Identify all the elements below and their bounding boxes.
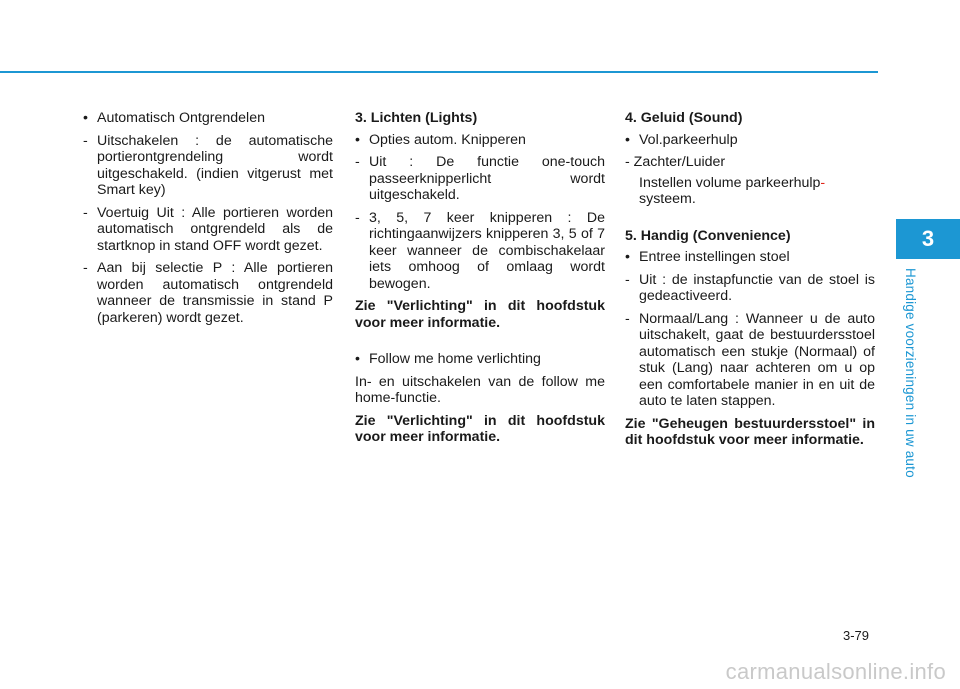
list-item-text: 3, 5, 7 keer knipperen : De richtingaanwijzers knipperen 3, 5 of 7 keer wanneer de combischakelaar iets omhoog of omlaag wordt bewogen.: [369, 209, 605, 292]
section-heading-lights: 3. Lichten (Lights): [355, 110, 478, 126]
column-1: [83, 110, 333, 332]
dash-mark: -: [355, 154, 360, 170]
watermark: carmanualsonline.info: [725, 659, 946, 684]
dash-mark: -: [625, 271, 630, 288]
bullet-automatisch-ontgrendelen: • Automatisch Ontgrendelen: [83, 110, 333, 127]
chapter-tab: 3: [896, 219, 960, 259]
bullet-entree-stoel: • Entree instellingen stoel: [625, 249, 875, 266]
list-item: [625, 311, 875, 410]
list-item-text: Uit : de instapfunctie van de stoel is gedeactiveerd.: [639, 271, 875, 304]
reference-note: Zie "Geheugen bestuurdersstoel" in dit hoofdstuk voor meer informatie.: [625, 415, 875, 448]
indented-text-2: systeem.: [639, 191, 696, 207]
list-item-text: Normaal/Lang : Wanneer u de auto uitschakelt, gaat de bestuurdersstoel automatisch een stukje (Normaal) of stuk (Lang) naar achteren om u op een comfortabele manier in en uit de auto te laten stappen.: [639, 310, 875, 409]
list-item: [625, 272, 875, 305]
list-item: [355, 210, 605, 293]
chapter-side-title: Handige voorzieningen in uw auto: [903, 268, 918, 478]
section-heading-sound: 4. Geluid (Sound): [625, 110, 743, 126]
dash-line: - Zachter/Luider: [625, 154, 726, 170]
list-item-text: Voertuig Uit : Alle portieren worden automatisch ontgrendeld als de startknop in stand OFF wordt gezet.: [97, 204, 333, 254]
page-number: 3-79: [843, 628, 870, 643]
indented-paragraph: [625, 175, 875, 208]
list-item: [355, 154, 605, 204]
bullet-follow-me-home: • Follow me home verlichting: [355, 351, 605, 368]
bullet-opties-knipperen: • Opties autom. Knipperen: [355, 132, 605, 149]
reference-note: Zie "Verlichting" in dit hoofdstuk voor meer informatie.: [355, 298, 605, 331]
dash-mark: -: [83, 204, 88, 221]
hyphen-mark: -: [820, 174, 826, 191]
dash-mark: -: [83, 132, 88, 149]
list-item-text: Aan bij selectie P : Alle portieren worden automatisch ontgrendeld wanneer de transmissie in stand P (parkeren) wordt gezet.: [97, 260, 333, 326]
section-heading-convenience: 5. Handig (Convenience): [625, 227, 791, 244]
top-rule: [0, 71, 878, 73]
column-2: [355, 110, 605, 452]
reference-note: Zie "Verlichting" in dit hoofdstuk voor meer informatie.: [355, 412, 605, 445]
paragraph: In- en uitschakelen van de follow me home-functie.: [355, 373, 605, 406]
indented-text: Instellen volume parkeerhulp: [639, 174, 821, 191]
bullet-vol-parkeerhulp: • Vol.parkeerhulp: [625, 132, 875, 149]
list-item: [83, 205, 333, 255]
dash-mark: -: [355, 209, 360, 226]
list-item-text: Uit : De functie one-touch passeerknipperlicht wordt uitgeschakeld.: [369, 154, 605, 203]
list-item-text: Uitschakelen : de automatische portierontgrendeling wordt uitgeschakeld. (indien vitgerust met Smart key): [97, 132, 333, 198]
dash-mark: -: [625, 310, 630, 327]
dash-mark: -: [83, 260, 88, 276]
list-item: [83, 133, 333, 199]
list-item: [83, 260, 333, 326]
column-3: [625, 110, 875, 455]
